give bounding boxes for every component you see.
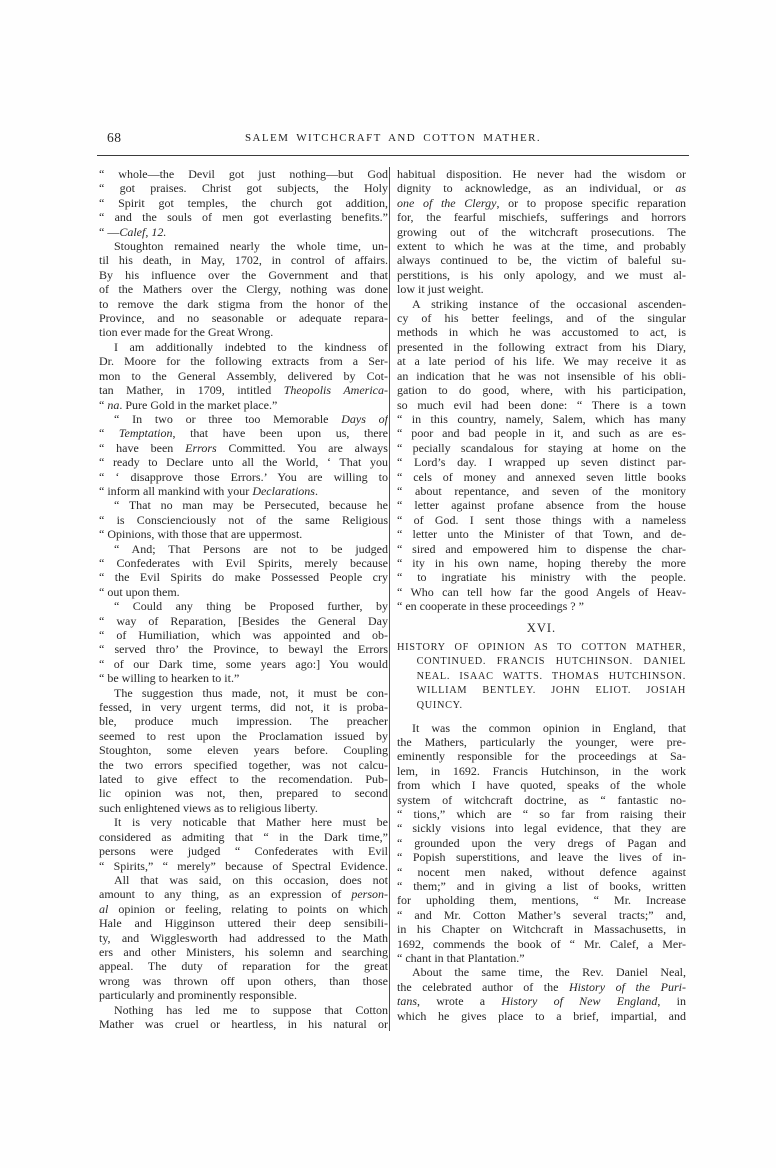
text-line: presented in the following extract from his Diary, bbox=[397, 339, 686, 354]
text-line: for upholding them, mentions, “ Mr. Increase bbox=[397, 893, 686, 908]
text-line: “ Spirit got temples, the church got addition, bbox=[99, 195, 388, 210]
text-line: methods in which he was accustomed to act, is bbox=[397, 325, 686, 340]
text-line: All that was said, on this occasion, does not bbox=[114, 872, 388, 887]
text-line: By his influence over the Government and that bbox=[99, 267, 388, 282]
text-line: “ And; That Persons are not to be judged bbox=[114, 541, 388, 556]
text-line: appeal. The duty of reparation for the great bbox=[99, 959, 388, 974]
text-line: “ ‘ disapprove those Errors.’ You are willing to bbox=[99, 469, 388, 484]
text-line: considered as admiting that “ in the Dark time,” bbox=[99, 829, 388, 844]
text-line: Hale and Higginson uttered their deep sensibili- bbox=[99, 916, 388, 931]
text-line: “ letter unto the Minister of that Town, and de- bbox=[397, 527, 686, 542]
text-line: “ Could any thing be Proposed further, by bbox=[114, 599, 388, 614]
text-line: “ —Calef, 12. bbox=[99, 224, 167, 239]
text-line: CONTINUED. FRANCIS HUTCHINSON. DANIEL bbox=[416, 656, 686, 668]
text-line: seemed to rest upon the Proclamation issued by bbox=[99, 728, 388, 743]
text-line: “ na. Pure Gold in the market place.” bbox=[99, 397, 278, 412]
text-line: I am additionally indebted to the kindness of bbox=[114, 339, 388, 354]
page-header bbox=[97, 130, 689, 148]
text-line: “ en cooperate in these proceedings ? ” bbox=[397, 599, 584, 614]
text-line: HISTORY OF OPINION AS TO COTTON MATHER, bbox=[397, 641, 686, 653]
text-line: eminently responsible for the proceedings at Sa- bbox=[397, 749, 686, 764]
text-line: Stoughton, some eleven years before. Coupling bbox=[99, 743, 388, 758]
text-line: the Mathers, particularly the younger, were pre- bbox=[397, 734, 686, 749]
text-line: “ out upon them. bbox=[99, 584, 180, 599]
text-line: ers and other Ministers, his solemn and searching bbox=[99, 944, 388, 959]
text-line: particularly and prominently responsible. bbox=[99, 988, 297, 1003]
text-line: persons were judged “ Confederates with Evil bbox=[99, 844, 388, 859]
text-line: “ chant in that Plantation.” bbox=[397, 951, 525, 966]
text-line: “ Spirits,” “ merely” because of Spectral Evidence. bbox=[99, 858, 388, 873]
text-line: “ Who can tell how far the good Angels of Heav- bbox=[397, 584, 686, 599]
text-line: The suggestion thus made, not, it must be con- bbox=[114, 685, 388, 700]
text-line: “ That no man may be Persecuted, because he bbox=[114, 498, 388, 513]
text-line: “ got praises. Christ got subjects, the Holy bbox=[99, 181, 388, 196]
text-line: “ Temptation, that have been upon us, there bbox=[99, 426, 388, 441]
text-line: “ Opinions, with those that are uppermost. bbox=[99, 527, 303, 542]
text-line: “ in this country, namely, Salem, which has many bbox=[397, 411, 686, 426]
text-line: Nothing has led me to suppose that Cotton bbox=[114, 1002, 388, 1017]
text-line: “ about repentance, and seven of the monitory bbox=[397, 483, 686, 498]
text-line: “ In two or three too Memorable Days of bbox=[114, 411, 388, 426]
right-column-top bbox=[397, 167, 686, 614]
text-line: “ be willing to hearken to it.” bbox=[99, 671, 240, 686]
text-line: “ inform all mankind with your Declarations. bbox=[99, 483, 318, 498]
text-line: “ ready to Declare unto all the World, ‘ That you bbox=[99, 455, 388, 470]
text-line: “ nocent men naked, without defence against bbox=[397, 864, 686, 879]
text-line: “ of Humiliation, which was appointed and ob- bbox=[99, 628, 388, 642]
text-line: “ whole—the Devil got just nothing—but God bbox=[99, 167, 388, 181]
text-line: from which I have quoted, speaks of the whole bbox=[397, 778, 686, 793]
text-line: “ pecially scandalous for staying at home on the bbox=[397, 440, 686, 455]
text-line: “ poor and bad people in it, and such as are es- bbox=[397, 426, 686, 441]
text-line: lem, in 1692. Francis Hutchinson, in the work bbox=[397, 763, 686, 778]
text-line: perstitions, is his only apology, and we must al- bbox=[397, 267, 686, 282]
text-line: “ letter against profane absence from the house bbox=[397, 498, 686, 513]
right-column bbox=[389, 167, 686, 1031]
text-line: cy of his better feelings, and of the singular bbox=[397, 311, 686, 326]
page-number: 68 bbox=[107, 130, 122, 145]
text-line: NEAL. ISAAC WATTS. THOMAS HUTCHINSON. bbox=[416, 670, 686, 682]
text-line: tans, wrote a History of New England, in bbox=[397, 994, 686, 1009]
text-line: It is very noticable that Mather here must be bbox=[114, 815, 388, 830]
text-line: such enlightened views as to religious liberty. bbox=[99, 800, 318, 815]
text-line: “ to ingratiate his ministry with the people. bbox=[397, 570, 686, 585]
text-line: About the same time, the Rev. Daniel Neal, bbox=[412, 965, 686, 980]
text-line: “ is Conscienciously not of the same Religious bbox=[99, 512, 388, 527]
text-line: “ and the souls of men got everlasting benefits.” bbox=[99, 210, 388, 225]
text-line: of the Mathers over the Clergy, nothing was done bbox=[99, 282, 388, 297]
text-line: “ of God. I sent those things with a nameless bbox=[397, 512, 686, 527]
text-line: Stoughton remained nearly the whole time, un- bbox=[114, 239, 388, 254]
text-line: mon to the General Assembly, delivered by Cot- bbox=[99, 368, 388, 383]
text-line: always continued to be, the victim of baleful su- bbox=[397, 253, 686, 268]
text-line: tion ever made for the Great Wrong. bbox=[99, 325, 274, 340]
text-line: for, the fearful mischiefs, sufferings and horrors bbox=[397, 210, 686, 225]
text-line: “ sickly visions into legal evidence, that they are bbox=[397, 821, 686, 836]
right-column-bottom bbox=[397, 721, 686, 1024]
text-line: “ of our Dark time, some years ago:] You would bbox=[99, 656, 388, 671]
text-line: dignity to acknowledge, as an individual, or as bbox=[397, 181, 686, 196]
text-line: so much evil had been done: “ There is a town bbox=[397, 397, 686, 412]
text-line: habitual disposition. He never had the wisdom or bbox=[397, 167, 686, 181]
text-line: the celebrated author of the History of the Puri- bbox=[397, 979, 686, 994]
text-line: “ have been Errors Committed. You are always bbox=[99, 440, 388, 455]
text-line: fessed, in very urgent terms, did not, it is proba- bbox=[99, 700, 388, 715]
text-line: “ Lord’s day. I wrapped up seven distinct par- bbox=[397, 455, 686, 470]
text-line: extent to which he was at the time, and probably bbox=[397, 239, 686, 254]
text-line: “ Confederates with Evil Spirits, merely because bbox=[99, 555, 388, 570]
text-line: “ Popish superstitions, and leave the lives of in- bbox=[397, 850, 686, 865]
text-line: Mather was cruel or heartless, in his natural or bbox=[99, 1016, 388, 1031]
text-line: to remove the dark stigma from the honor of the bbox=[99, 296, 388, 311]
text-line: al opinion or feeling, relating to points on which bbox=[99, 901, 388, 916]
text-line: gation to do good, where, with his participation, bbox=[397, 383, 686, 398]
text-line: the two errors specified together, was not calcu- bbox=[99, 757, 388, 772]
text-line: wrong was thrown off upon others, than those bbox=[99, 973, 388, 988]
text-line: “ the Evil Spirits do make Possessed People cry bbox=[99, 570, 388, 585]
running-title: SALEM WITCHCRAFT AND COTTON MATHER. bbox=[245, 132, 541, 144]
text-line: “ them;” and in giving a list of books, written bbox=[397, 879, 686, 894]
text-line: “ way of Reparation, [Besides the General Day bbox=[99, 613, 388, 628]
text-line: lic opinion was not, then, prepared to second bbox=[99, 786, 388, 801]
chapter-heading bbox=[397, 641, 686, 714]
text-line: ty, and Wigglesworth had addressed to the Math bbox=[99, 930, 388, 945]
text-line: amount to any thing, as an expression of person- bbox=[99, 887, 388, 902]
header-rule bbox=[97, 155, 689, 156]
text-columns bbox=[99, 167, 687, 1031]
text-line: ble, produce much impression. The preacher bbox=[99, 714, 388, 729]
text-line: “ ity in his own name, hoping thereby the more bbox=[397, 555, 686, 570]
text-line: at a late period of his life. We may receive it as bbox=[397, 354, 686, 369]
left-column bbox=[99, 167, 389, 1031]
text-line: lated to give effect to the recomendation. Pub- bbox=[99, 772, 388, 787]
text-line: an indication that he was not insensible of his obli- bbox=[397, 368, 686, 383]
text-line: QUINCY. bbox=[416, 699, 463, 711]
text-line: til his death, in May, 1702, in control of affairs. bbox=[99, 253, 388, 268]
text-line: Province, and no seasonable or adequate repara- bbox=[99, 311, 388, 326]
text-line: “ and Mr. Cotton Mather’s several tracts;” and, bbox=[397, 907, 686, 922]
text-line: which he gives place to a brief, impartial, and bbox=[397, 1008, 686, 1023]
text-line: “ cels of money and annexed seven little books bbox=[397, 469, 686, 484]
chapter-number: XVI. bbox=[526, 620, 557, 635]
text-line: in his Chapter on Witchcraft in Massachusetts, in bbox=[397, 922, 686, 937]
text-line: “ tions,” which are “ so far from raising their bbox=[397, 807, 686, 821]
text-line: one of the Clergy, or to propose specific reparation bbox=[397, 195, 686, 210]
text-line: 1692, commends the book of “ Mr. Calef, a Mer- bbox=[397, 936, 686, 951]
text-line: Dr. Moore for the following extracts from a Ser- bbox=[99, 354, 388, 369]
text-line: “ sired and empowered him to dispense the char- bbox=[397, 541, 686, 556]
text-line: “ served thro’ the Province, to bewayl the Errors bbox=[99, 642, 388, 657]
text-line: growing out of the witchcraft prosecutions. The bbox=[397, 224, 686, 239]
text-line: A striking instance of the occasional ascenden- bbox=[412, 296, 686, 311]
text-line: “ grounded upon the very dregs of Pagan and bbox=[397, 835, 686, 850]
text-line: WILLIAM BENTLEY. JOHN ELIOT. JOSIAH bbox=[416, 685, 686, 697]
text-line: tan Mather, in 1709, intitled Theopolis America- bbox=[99, 383, 388, 398]
text-line: It was the common opinion in England, that bbox=[412, 720, 686, 735]
text-line: system of witchcraft doctrine, as “ fantastic no- bbox=[397, 792, 686, 807]
text-line: low it just weight. bbox=[397, 282, 484, 297]
